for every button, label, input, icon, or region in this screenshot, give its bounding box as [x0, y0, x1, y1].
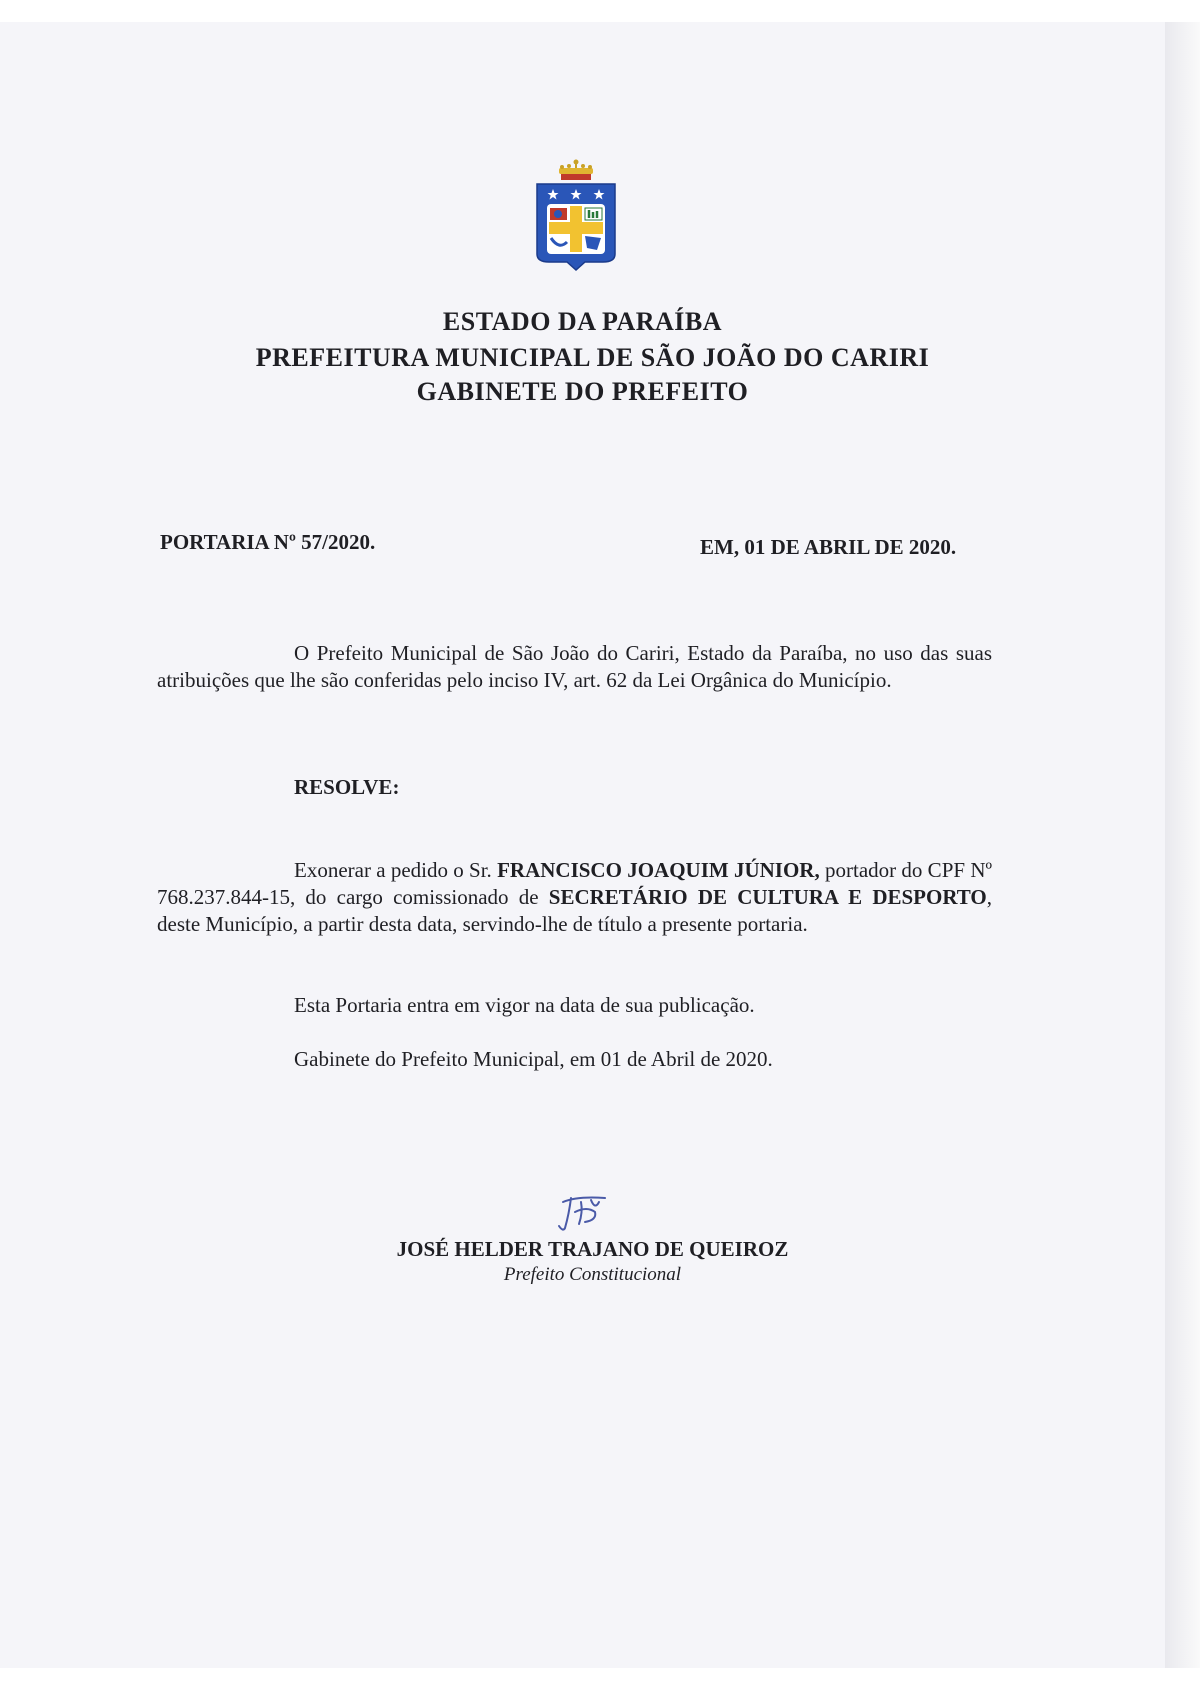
ordinance-date: EM, 01 DE ABRIL DE 2020. [700, 535, 957, 559]
decision-text-3: , deste Município, a partir desta data, servindo-lhe de título a presente portaria. [157, 885, 992, 936]
person-name: FRANCISCO JOAQUIM JÚNIOR, [497, 858, 820, 882]
coat-of-arms-icon [533, 158, 619, 272]
crown-icon [559, 160, 593, 181]
signatory-title: Prefeito Constitucional [503, 1264, 682, 1285]
header-office: GABINETE DO PREFEITO [416, 377, 749, 406]
decision-text-1: Exonerar a pedido o Sr. [294, 858, 498, 882]
signatory-name: JOSÉ HELDER TRAJANO DE QUEIROZ [396, 1237, 789, 1261]
header-state: ESTADO DA PARAÍBA [442, 307, 723, 336]
ordinance-number: PORTARIA Nº 57/2020. [160, 530, 376, 554]
intro-paragraph: O Prefeito Municipal de São João do Cariri, Estado da Paraíba, no uso das suas atribuições que lhe são conferidas pelo inciso IV, art. 62 da Lei Orgânica do Município. [157, 641, 992, 692]
handwritten-signature-icon [555, 1190, 615, 1234]
position-name: SECRETÁRIO DE CULTURA E DESPORTO [548, 885, 987, 909]
decision-paragraph [157, 857, 992, 938]
decision-text-2: portador do CPF Nº 768.237.844-15, do cargo comissionado de [157, 858, 992, 909]
resolve-heading: RESOLVE: [294, 775, 400, 799]
closing-paragraph: Gabinete do Prefeito Municipal, em 01 de Abril de 2020. [294, 1047, 773, 1071]
page-shadow-edge [1165, 22, 1200, 1668]
effect-paragraph: Esta Portaria entra em vigor na data de sua publicação. [294, 993, 755, 1017]
header-municipality: PREFEITURA MUNICIPAL DE SÃO JOÃO DO CARIRI [255, 343, 930, 372]
